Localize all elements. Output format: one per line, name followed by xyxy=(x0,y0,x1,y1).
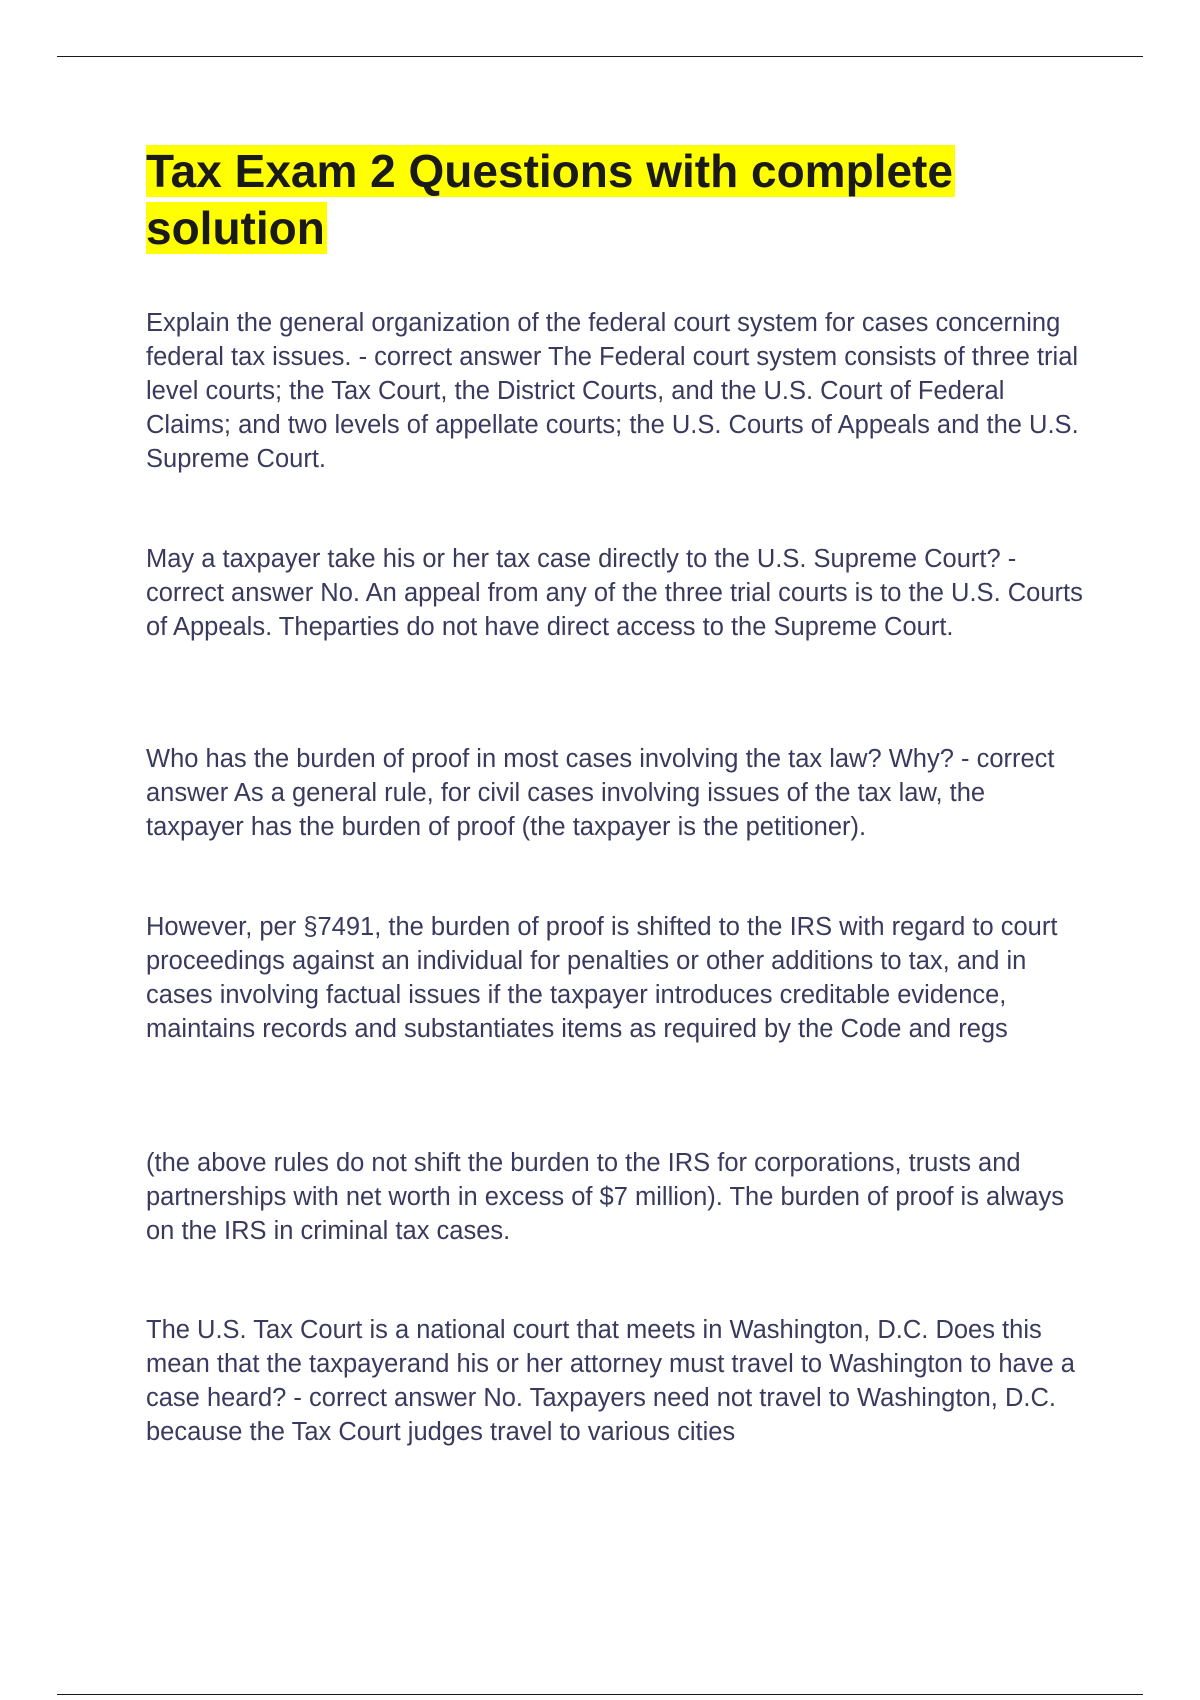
qa-paragraph-1: Explain the general organization of the federal court system for cases concerning federal tax issues. - correct answer The Federal court system consists of three trial level courts; the Tax Court, the District Courts, and the U.S. Court of Federal Claims; and two levels of appellate courts; the U.S. Courts of Appeals and the U.S. Supreme Court. xyxy=(146,309,1079,473)
qa-paragraph-6: The U.S. Tax Court is a national court that meets in Washington, D.C. Does this mean that the taxpayerand his or her attorney must travel to Washington to have a case heard? - correct answer No. Taxpayers need not travel to Washington, D.C. because the Tax Court judges travel to various cities xyxy=(146,1316,1075,1446)
title-highlight: Tax Exam 2 Questions with complete solution xyxy=(146,145,953,254)
document-title xyxy=(146,143,1086,257)
qa-paragraph-2: May a taxpayer take his or her tax case directly to the U.S. Supreme Court? - correct answer No. An appeal from any of the three trial courts is to the U.S. Courts of Appeals. Theparties do not have direct access to the Supreme Court. xyxy=(146,545,1083,641)
qa-paragraph-3: Who has the burden of proof in most cases involving the tax law? Why? - correct answer As a general rule, for civil cases involving issues of the tax law, the taxpayer has the burden of proof (the taxpayer is the petitioner). xyxy=(146,745,1055,841)
qa-paragraph-5: (the above rules do not shift the burden to the IRS for corporations, trusts and partnerships with net worth in excess of $7 million). The burden of proof is always on the IRS in criminal tax cases. xyxy=(146,1149,1064,1245)
bottom-rule xyxy=(57,1694,1143,1695)
qa-paragraph-4: However, per §7491, the burden of proof is shifted to the IRS with regard to court proceedings against an individual for penalties or other additions to tax, and in cases involving factual issues if the taxpayer introduces creditable evidence, maintains records and substantiates items as required by the Code and regs xyxy=(146,913,1058,1043)
top-rule xyxy=(57,56,1143,57)
